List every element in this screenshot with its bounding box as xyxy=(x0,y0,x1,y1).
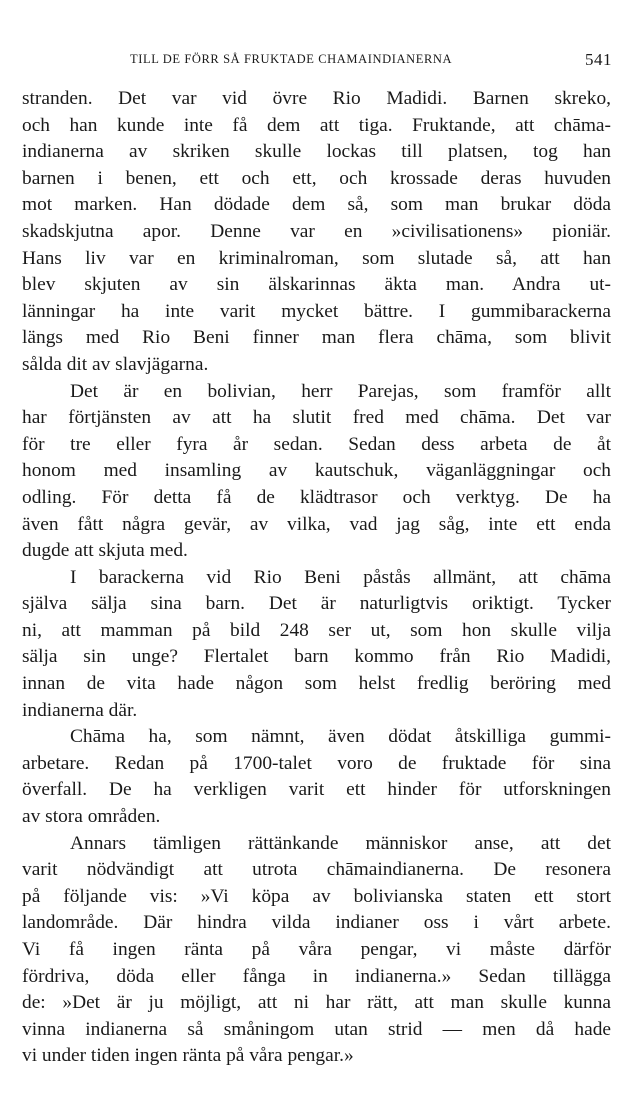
text-line: innan de vita hade någon som helst fredlig beröring med xyxy=(22,673,611,695)
text-line: för tre eller fyra år sedan. Sedan dess arbeta de åt xyxy=(22,433,611,455)
text-line: indianerna av skriken skulle lockas till platsen, tog han xyxy=(22,141,611,163)
text-line: längs med Rio Beni finner man flera chāma, som blivit xyxy=(22,327,611,349)
text-line: och han kunde inte få dem att tiga. Fruktande, att chāma- xyxy=(22,114,611,136)
text-line: odling. För detta få de klädtrasor och verktyg. De ha xyxy=(22,486,611,508)
text-line: Hans liv var en kriminalroman, som slutade så, att han xyxy=(22,247,611,269)
text-line: på följande vis: »Vi köpa av bolivianska staten ett stort xyxy=(22,885,611,907)
text-line: Annars tämligen rättänkande människor anse, att det xyxy=(70,832,611,854)
text-line: arbetare. Redan på 1700-talet voro de fruktade för sina xyxy=(22,752,611,774)
text-line: varit nödvändigt att utrota chāmaindianerna. De resonera xyxy=(22,859,611,881)
text-line: överfall. De ha verkligen varit ett hinder för utforskningen xyxy=(22,779,611,801)
text-line: indianerna där. xyxy=(22,699,138,721)
text-line: stranden. Det var vid övre Rio Madidi. Barnen skreko, xyxy=(22,88,611,109)
text-line: vinna indianerna så småningom utan strid — men då hade xyxy=(22,1018,611,1040)
text-line: Det är en bolivian, herr Parejas, som framför allt xyxy=(70,380,611,402)
text-line: barnen i benen, ett och ett, och krossade deras huvuden xyxy=(22,167,611,189)
running-head: TILL DE FÖRR SÅ FRUKTADE CHAMAINDIANERNA xyxy=(130,52,453,66)
text-line: blev skjuten av sin älskarinnas äkta man. Andra ut- xyxy=(22,274,611,296)
page-number: 541 xyxy=(585,50,612,69)
text-line: skadskjutna apor. Denne var en »civilisationens» pioniär. xyxy=(22,220,611,242)
text-line: har förtjänsten av att ha slutit fred med chāma. Det var xyxy=(22,407,611,429)
text-line: de: »Det är ju möjligt, att ni har rätt, att man skulle kunna xyxy=(22,992,611,1014)
text-line: sålda dit av slavjägarna. xyxy=(22,353,209,375)
text-line: även fått några gevär, av vilka, vad jag såg, inte ett enda xyxy=(22,513,611,535)
text-line: landområde. Där hindra vilda indianer oss i vårt arbete. xyxy=(22,912,611,934)
text-line: Vi få ingen ränta på våra pengar, vi måste därför xyxy=(22,939,611,960)
text-line: Chāma ha, som nämnt, även dödat åtskilliga gummi- xyxy=(70,726,611,748)
text-line: vi under tiden ingen ränta på våra pengar.» xyxy=(22,1045,354,1067)
text-line: honom med insamling av kautschuk, väganläggningar och xyxy=(22,460,611,482)
body-text xyxy=(22,86,611,1070)
text-line: själva sälja sina barn. Det är naturligtvis oriktigt. Tycker xyxy=(22,593,611,615)
text-line: ni, att mamman på bild 248 ser ut, som hon skulle vilja xyxy=(22,619,611,641)
text-line: dugde att skjuta med. xyxy=(22,540,188,562)
text-line: länningar ha inte varit mycket bättre. I gummibarackerna xyxy=(22,300,611,322)
text-line: sälja sin unge? Flertalet barn kommo från Rio Madidi, xyxy=(22,646,611,668)
text-line: fördriva, döda eller fånga in indianerna.» Sedan tillägga xyxy=(22,965,611,987)
page-header xyxy=(22,50,612,72)
text-line: av stora områden. xyxy=(22,806,161,828)
text-line: I barackerna vid Rio Beni påstås allmänt, att chāma xyxy=(70,566,611,588)
text-line: mot marken. Han dödade dem så, som man brukar döda xyxy=(22,194,611,216)
